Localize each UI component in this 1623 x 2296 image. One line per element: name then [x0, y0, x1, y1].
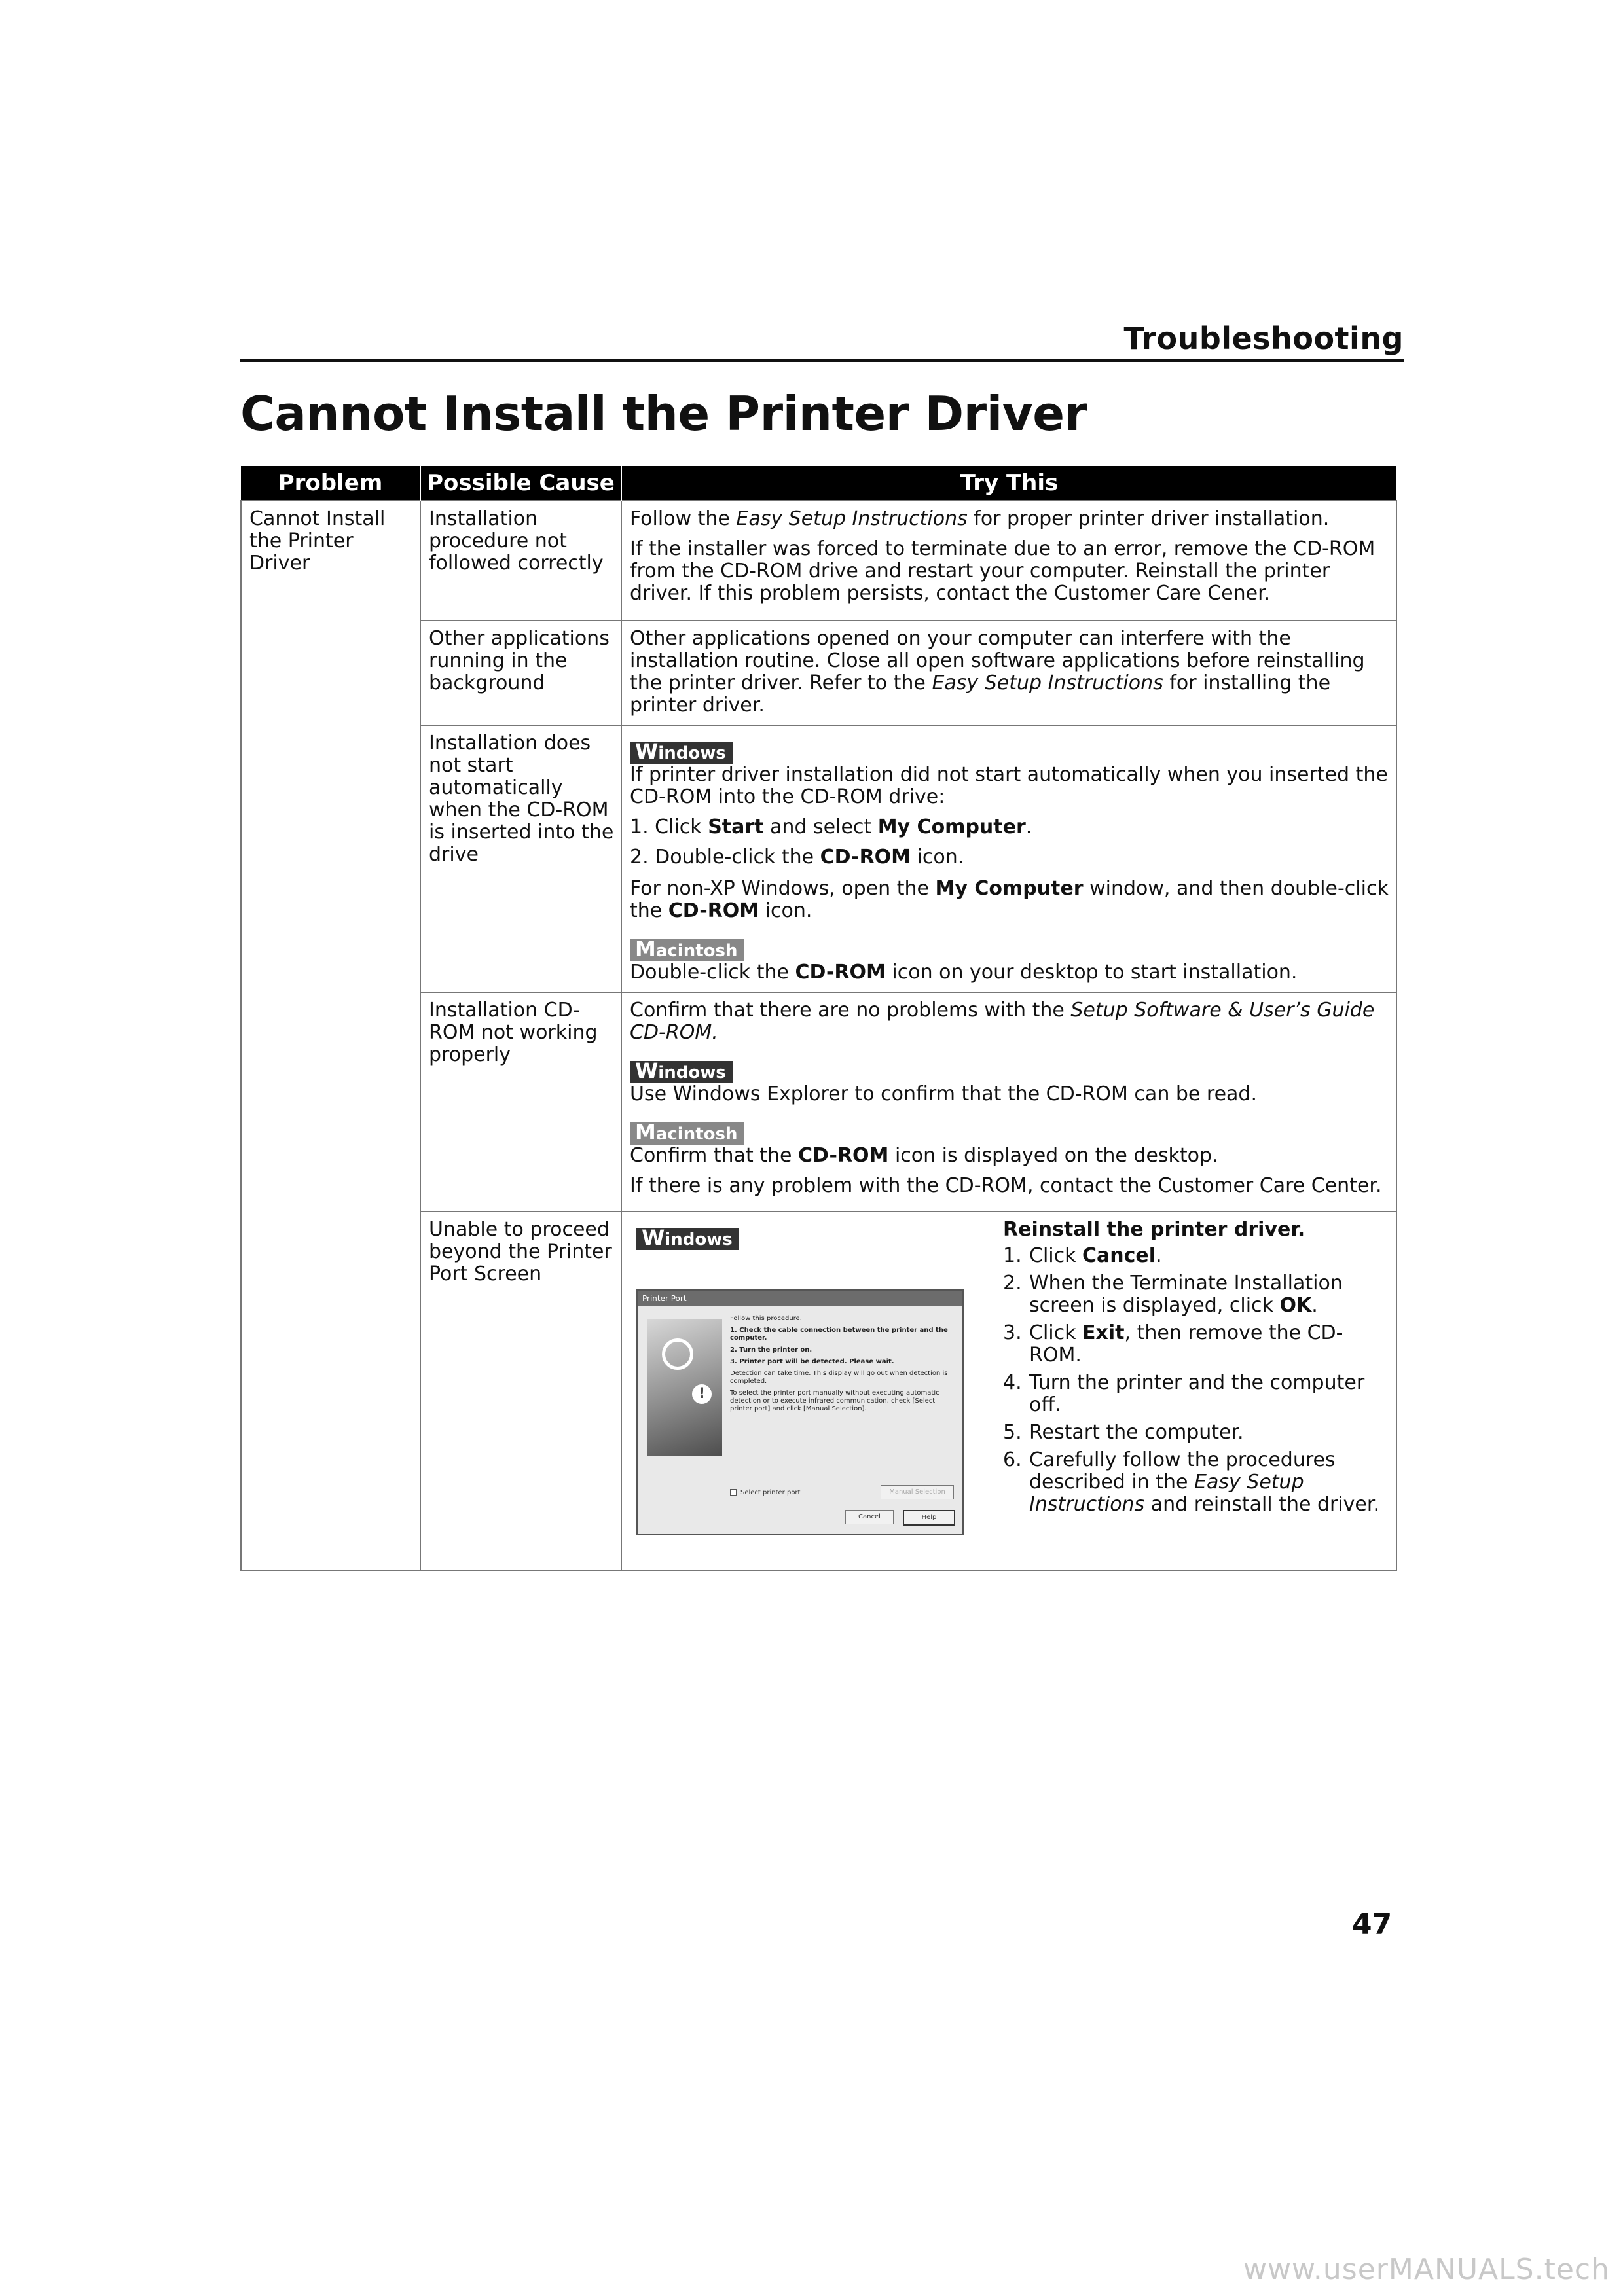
try-cell	[621, 1211, 1396, 1570]
section-title: Troubleshooting	[1123, 321, 1404, 356]
try-paragraph: Other applications opened on your computer can interfere with the installation routine. Close all open software applications before reinstalling the printer driver. Refer to the Easy Setup Instructions for installing the printer driver.	[630, 627, 1365, 717]
cause-cell	[420, 620, 621, 725]
reinstall-heading: Reinstall the printer driver.	[1003, 1218, 1305, 1241]
try-cell	[621, 620, 1396, 725]
list-item: 2. Double-click the CD-ROM icon.	[630, 846, 964, 869]
doc-reference: Setup Software & User’s Guide CD-ROM.	[630, 999, 1375, 1044]
try-paragraph: Double-click the CD-ROM icon on your desktop to start installation.	[630, 961, 1298, 984]
cause-text: Installation procedure not followed correctly	[429, 507, 604, 575]
list-item: 2. When the Terminate Installation screen is displayed, click OK.	[1003, 1272, 1343, 1317]
list-item: 1. Click Start and select My Computer.	[630, 816, 1032, 838]
ui-term: My Computer	[877, 816, 1026, 838]
cause-cell	[420, 725, 621, 992]
try-cell	[621, 725, 1396, 992]
page-number: 47	[1352, 1908, 1393, 1941]
try-paragraph: Confirm that there are no problems with the Setup Software & User’s Guide CD-ROM.	[630, 999, 1375, 1044]
printer-port-dialog-screenshot	[636, 1289, 964, 1535]
dialog-illustration	[647, 1319, 722, 1456]
list-item: 4. Turn the printer and the computer off.	[1003, 1371, 1365, 1416]
dialog-text: Follow this procedure. 1. Check the cable connection between the printer and the computer. 2. Turn the printer on. 3. Printer port will be detected. Please wait. Detection can take time. This display will go out when detection is completed. To select the printer port manually without executing automatic detection or to execute infrared communication, check [Select printer port] and click [Manual Selection].	[730, 1315, 948, 1412]
cause-cell	[420, 992, 621, 1211]
problem-text: Cannot Install the Printer Driver	[249, 507, 386, 575]
cause-text: Installation does not start automatically when the CD-ROM is inserted into the drive	[429, 732, 614, 866]
try-paragraph: If printer driver installation did not start automatically when you inserted the CD-ROM into the CD-ROM drive:	[630, 763, 1388, 808]
doc-reference: Easy Setup Instructions	[736, 507, 968, 530]
power-icon	[662, 1338, 693, 1370]
dialog-title: Printer Port	[638, 1291, 962, 1306]
cause-cell	[420, 1211, 621, 1570]
select-printer-port-checkbox: Select printer port	[730, 1489, 800, 1497]
col-header-cause: Possible Cause	[420, 466, 621, 501]
list-item: 3. Click Exit, then remove the CD-ROM.	[1003, 1321, 1343, 1367]
watermark: www.userMANUALS.tech	[1243, 2253, 1610, 2286]
try-paragraph: For non-XP Windows, open the My Computer window, and then double-click the CD-ROM icon.	[630, 877, 1389, 922]
try-paragraph: If the installer was forced to terminate due to an error, remove the CD-ROM from the CD-ROM drive and restart your computer. Reinstall the printer driver. If this problem persists, contact the Customer Care Cener.	[630, 537, 1376, 605]
list-item: 5. Restart the computer.	[1003, 1421, 1244, 1444]
troubleshooting-table	[240, 466, 1397, 1571]
dialog-cancel-button: Cancel	[845, 1510, 894, 1524]
ui-term: CD-ROM	[820, 846, 911, 869]
windows-badge: Windows	[630, 742, 733, 764]
problem-cell	[241, 501, 420, 1570]
table-header-row	[241, 466, 1396, 501]
macintosh-badge: Macintosh	[630, 939, 744, 961]
try-cell	[621, 501, 1396, 620]
try-paragraph: Follow the Easy Setup Instructions for proper printer driver installation.	[630, 507, 1330, 530]
macintosh-badge: Macintosh	[630, 1122, 744, 1145]
windows-badge: Windows	[630, 1061, 733, 1083]
try-paragraph: Use Windows Explorer to confirm that the CD-ROM can be read.	[630, 1083, 1257, 1105]
warning-icon: !	[692, 1384, 712, 1404]
try-paragraph: Confirm that the CD-ROM icon is displayed on the desktop.	[630, 1144, 1218, 1167]
manual-selection-button: Manual Selection	[881, 1485, 954, 1499]
try-paragraph: If there is any problem with the CD-ROM, contact the Customer Care Center.	[630, 1174, 1382, 1197]
steps-list	[630, 816, 1389, 869]
doc-reference: Easy Setup Instructions	[932, 672, 1163, 694]
table-row	[241, 501, 1396, 620]
col-header-problem: Problem	[241, 466, 420, 501]
col-header-try: Try This	[621, 466, 1396, 501]
list-item: 1. Click Cancel.	[1003, 1244, 1162, 1267]
cause-text: Unable to proceed beyond the Printer Port Screen	[429, 1218, 612, 1285]
ui-term: Start	[708, 816, 764, 838]
page-title: Cannot Install the Printer Driver	[240, 386, 1087, 441]
cause-text: Other applications running in the background	[429, 627, 610, 694]
dialog-help-button: Help	[903, 1510, 955, 1526]
reinstall-steps	[1003, 1245, 1389, 1516]
list-item: 6. Carefully follow the procedures described in the Easy Setup Instructions and reinstall the driver.	[1003, 1448, 1379, 1516]
cause-text: Installation CD-ROM not working properly	[429, 999, 598, 1066]
windows-badge: Windows	[636, 1228, 739, 1250]
try-cell	[621, 992, 1396, 1211]
cause-cell	[420, 501, 621, 620]
section-header	[240, 321, 1404, 362]
